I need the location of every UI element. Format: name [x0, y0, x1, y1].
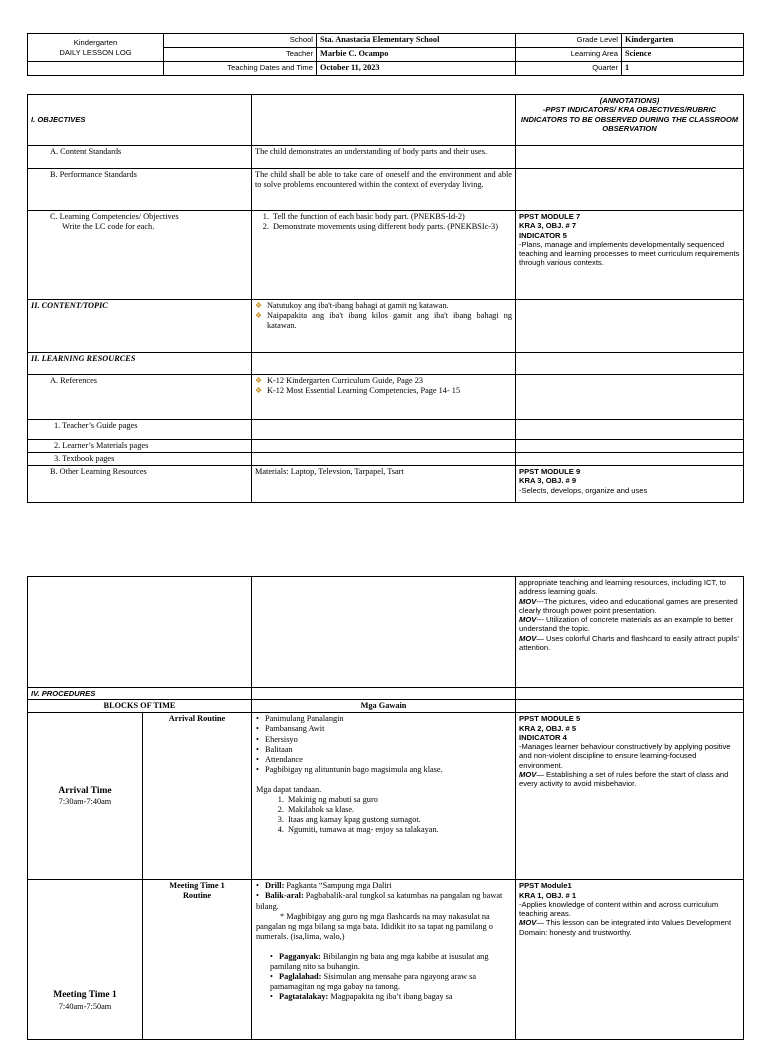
- title-line-1: Kindergarten: [73, 38, 118, 48]
- empty-cell: [516, 353, 744, 375]
- empty-cell: [252, 420, 516, 440]
- other-resources-annotation: [516, 466, 744, 503]
- competencies-label: [28, 211, 252, 300]
- list-item: • Pagbibigay ng alituntunin bago magsimula ang klase.: [256, 765, 512, 775]
- empty-cell: [252, 453, 516, 466]
- routine-line1: Meeting Time 1: [169, 881, 225, 891]
- list-item: • Panimulang Panalangin: [256, 714, 512, 724]
- list-item: • Attendance: [256, 755, 512, 765]
- meeting-time-cell: [28, 880, 143, 1040]
- arrival-routine-label: Arrival Routine: [143, 713, 252, 880]
- performance-standards-label: B. Performance Standards: [28, 169, 252, 211]
- empty-cell: [516, 169, 744, 211]
- teacher-label: Teacher: [164, 48, 317, 62]
- teacher-value: Marbie C. Ocampo: [317, 48, 516, 62]
- grade-label: Grade Level: [516, 34, 622, 48]
- empty-cell: [252, 440, 516, 453]
- arrival-time-cell: [28, 713, 143, 880]
- quarter-label: Quarter: [516, 62, 622, 76]
- empty-cell: [516, 688, 744, 700]
- competencies-label-line2: Write the LC code for each.: [62, 222, 155, 232]
- list-item-detail: * Magbibigay ang guro ng mga flashcards na may nakasulat na pangalan ng mga bilang sa mga bata. Ididikit ito sa tapat ng pamilang o numerals. (isa,lima, walo,): [256, 911, 493, 941]
- note-title: PPST MODULE 7: [519, 212, 581, 221]
- list-item: 1. Makinig ng mabuti sa guro: [277, 795, 378, 805]
- note-title: PPST Module1: [519, 881, 572, 891]
- empty-cell: [516, 300, 744, 353]
- area-value: Science: [622, 48, 744, 62]
- empty-cell: [252, 577, 516, 688]
- teachers-guide-label: 1. Teacher’s Guide pages: [28, 420, 252, 440]
- diamond-bullet-icon: ❖: [255, 311, 263, 321]
- meeting-routine-label: [143, 880, 252, 1040]
- learners-materials-label: 2. Learner’s Materials pages: [28, 440, 252, 453]
- blocks-of-time-header: BLOCKS OF TIME: [28, 700, 252, 713]
- meeting-annotation: [516, 880, 744, 1040]
- list-item: • Paglalahad: Sisimulan ang mensahe para ngayong araw sa pamamagitan ng mga gabay na tanong.: [270, 972, 512, 992]
- title-line-2: DAILY LESSON LOG: [59, 47, 132, 57]
- reminder-title: Mga dapat tandaan.: [256, 785, 322, 795]
- list-item: ❖ Natutukoy ang iba't-ibang bahagi at gamit ng katawan.: [255, 301, 449, 310]
- diamond-bullet-icon: ❖: [255, 301, 263, 310]
- list-item: 2. Makilahok sa klase.: [277, 805, 355, 815]
- mov-note: MOV— Establishing a set of rules before the start of class and every activity to avoid misbehavior.: [519, 769, 729, 789]
- mov-note: MOV--- Utilization of concrete materials as an example to better understand the topic.: [519, 615, 733, 634]
- list-item: • Balik-aral: Pagbabalik-aral tungkol sa katumbas na pangalan ng bawat bilang.: [256, 891, 512, 911]
- note-text: -Manages learner behaviour constructively by applying positive and non-violent discipline to ensure learning-focused environment.: [519, 742, 731, 770]
- empty-cell: [516, 453, 744, 466]
- quarter-value: 1: [622, 62, 744, 76]
- meeting-activities: [252, 880, 516, 1040]
- procedures-heading: IV. PROCEDURES: [28, 688, 252, 700]
- header-title-cell: [28, 34, 164, 62]
- empty-cell: [516, 375, 744, 420]
- arrival-annotation: [516, 713, 744, 880]
- list-item: ❖ Naipapakita ang iba't ibang kilos gamit ang iba't ibang bahagi ng katawan.: [255, 311, 512, 331]
- references-label: A. References: [28, 375, 252, 420]
- area-label: Learning Area: [516, 48, 622, 62]
- list-item: ❖ K-12 Kindergarten Curriculum Guide, Page 23: [255, 376, 424, 385]
- competencies-label-line1: C. Learning Competencies/ Objectives: [50, 212, 179, 221]
- empty-cell: [516, 440, 744, 453]
- list-item: 2. Demonstrate movements using different body parts. (PNEKBSIc-3): [262, 222, 498, 232]
- note-text: -Selects, develops, organize and uses: [519, 485, 648, 495]
- block-time: 7:30am-7:40am: [58, 797, 112, 807]
- routine-line2: Routine: [182, 891, 212, 901]
- procedures-table: [27, 576, 744, 1040]
- competencies-list: [252, 211, 516, 300]
- note-title: INDICATOR 5: [519, 230, 567, 240]
- list-item: 3. Itaas ang kamay kpag gustong sumagot.: [277, 815, 421, 825]
- content-topic-heading: II. CONTENT/TOPIC: [28, 300, 252, 353]
- references-list: [252, 375, 516, 420]
- diamond-bullet-icon: ❖: [255, 376, 263, 385]
- block-title: Meeting Time 1: [53, 990, 117, 1001]
- empty-cell: [252, 688, 516, 700]
- annotations-heading: (ANNOTATIONS) -PPST INDICATORS/ KRA OBJECTIVES/RUBRIC INDICATORS TO BE OBSERVED DURING THE CLASSROOM OBSERVATION: [516, 95, 744, 146]
- grade-value: Kindergarten: [622, 34, 744, 48]
- mov-note: MOV---The pictures, video and educational games are presented clearly through power point presentation.: [519, 596, 738, 615]
- empty-cell: [252, 95, 516, 146]
- dates-value: October 11, 2023: [317, 62, 516, 76]
- content-topic-list: [252, 300, 516, 353]
- empty-cell: [28, 62, 164, 76]
- note-title: KRA 3, OBJ. # 9: [519, 476, 577, 486]
- list-item: 4. Ngumiti, tumawa at mag- enjoy sa talakayan.: [277, 825, 439, 835]
- list-item: • Pagtatalakay: Magpapakita ng iba’t ibang bagay sa: [270, 992, 512, 1002]
- block-time: 7:40am-7:50am: [58, 1001, 112, 1011]
- empty-cell: [516, 146, 744, 169]
- note-text: appropriate teaching and learning resources, including ICT, to address learning goals.: [519, 578, 726, 597]
- empty-cell: [516, 420, 744, 440]
- empty-cell: [28, 577, 252, 688]
- content-standards-label: A. Content Standards: [28, 146, 252, 169]
- note-title: KRA 3, OBJ. # 7: [519, 221, 577, 231]
- school-value: Sta. Anastacia Elementary School: [317, 34, 516, 48]
- note-text: -Applies knowledge of content within and across curriculum teaching areas.: [519, 899, 719, 919]
- other-resources-text: Materials: Laptop, Televsion, Tarpapel, Tsart: [252, 466, 516, 503]
- header-table: [27, 33, 744, 76]
- performance-standards-text: The child shall be able to take care of oneself and the environment and able to solve problems encountered within the context of everyday living.: [252, 169, 516, 211]
- other-resources-label: B. Other Learning Resources: [28, 466, 252, 503]
- resources-heading: II. LEARNING RESOURCES: [28, 353, 252, 375]
- list-item: • Pambansang Awit: [256, 724, 512, 734]
- block-title: Arrival Time: [58, 785, 112, 796]
- list-item: • Balitaan: [256, 745, 512, 755]
- note-text: -Plans, manage and implements developmentally sequenced teaching and learning processes to meet curriculum requirements through various contexts.: [519, 239, 740, 268]
- dates-label: Teaching Dates and Time: [164, 62, 317, 76]
- competencies-annotation: [516, 211, 744, 300]
- list-item: • Pagganyak: Bibilangin ng bata ang mga kabibe at isusulat ang pamilang nito sa buhangin.: [270, 952, 512, 972]
- content-standards-text: The child demonstrates an understanding of body parts and their uses.: [252, 146, 516, 169]
- note-title: KRA 1, OBJ. # 1: [519, 890, 577, 900]
- school-label: School: [164, 34, 317, 48]
- note-title: KRA 2, OBJ. # 5: [519, 723, 577, 733]
- arrival-activities: [252, 713, 516, 880]
- list-item: • Ehersisyo: [256, 735, 512, 745]
- empty-cell: [516, 700, 744, 713]
- textbook-label: 3. Textbook pages: [28, 453, 252, 466]
- list-item: ❖ K-12 Most Essential Learning Competencies, Page 14- 15: [255, 386, 461, 396]
- empty-cell: [252, 353, 516, 375]
- diamond-bullet-icon: ❖: [255, 386, 263, 396]
- list-item: 1. Tell the function of each basic body part. (PNEKBS-Id-2): [262, 212, 465, 221]
- note-title: PPST MODULE 5: [519, 714, 581, 724]
- objectives-table: [27, 94, 744, 503]
- note-title: PPST MODULE 9: [519, 467, 581, 477]
- resources-annotation-continued: [516, 577, 744, 688]
- objectives-heading: I. OBJECTIVES: [28, 95, 252, 146]
- activities-header: Mga Gawain: [252, 700, 516, 713]
- note-title: INDICATOR 4: [519, 732, 567, 742]
- mov-note: MOV— This lesson can be integrated into Values Development Domain: honesty and trustworthy.: [519, 918, 732, 937]
- mov-note: MOV— Uses colorful Charts and flashcard to easily attract pupils’ attention.: [519, 633, 739, 652]
- list-item: • Drill: Pagkanta “Sampung mga Daliri: [256, 881, 512, 891]
